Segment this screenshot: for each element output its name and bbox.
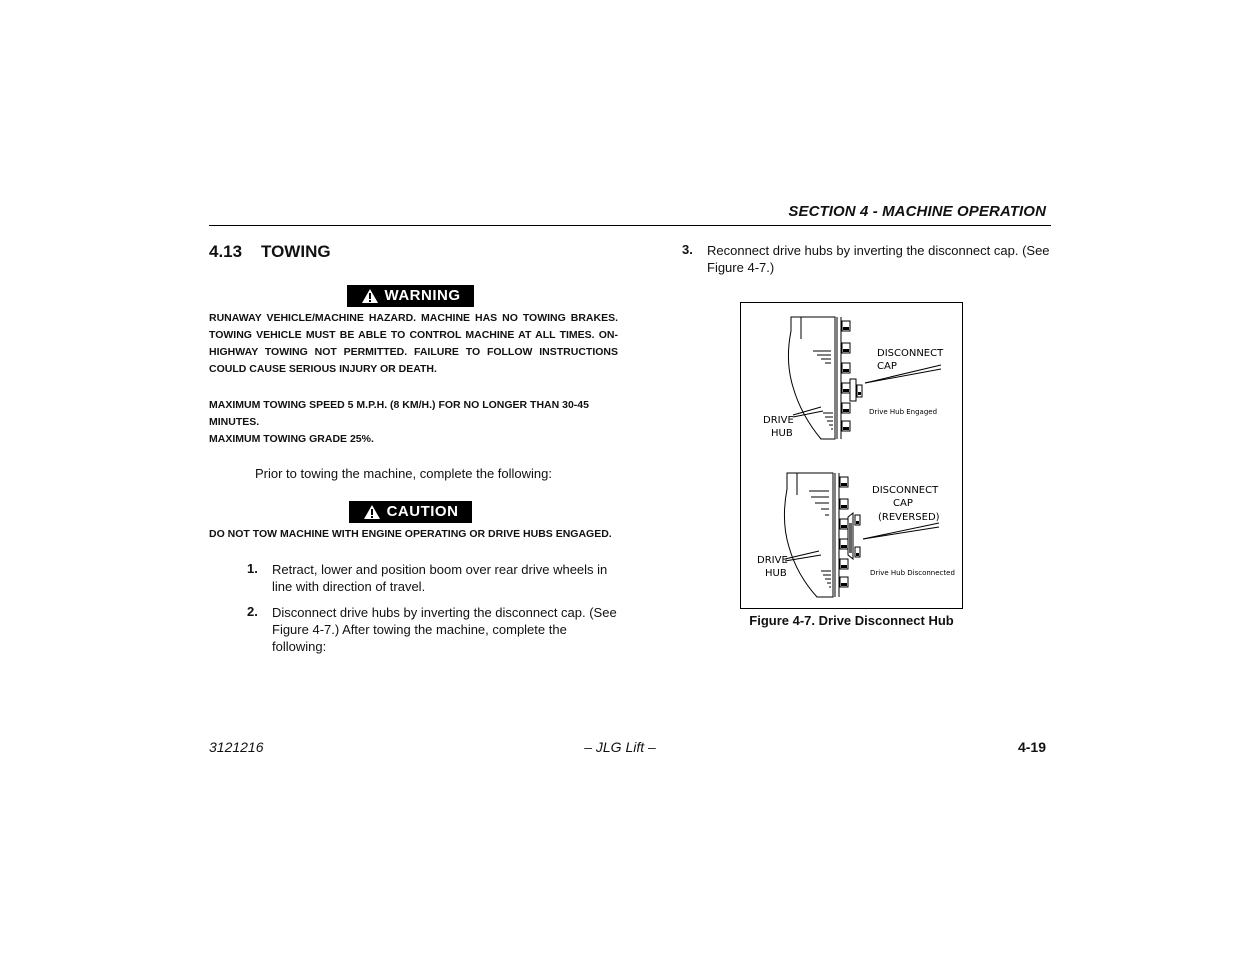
top-state-label: Drive Hub Engaged bbox=[869, 408, 938, 416]
figure-caption: Figure 4-7. Drive Disconnect Hub bbox=[749, 613, 954, 628]
bottom-cap-label-2: CAP bbox=[893, 498, 913, 509]
top-cap-label-1: DISCONNECT bbox=[877, 348, 944, 359]
footer-page-number: 4-19 bbox=[1017, 739, 1046, 755]
step-number: 1. bbox=[247, 561, 258, 576]
step-number: 2. bbox=[247, 604, 258, 619]
step-text: Disconnect drive hubs by inverting the disconnect cap. (See Figure 4-7.) After towing the machine, complete the following: bbox=[272, 605, 617, 654]
bottom-hub-label-2: HUB bbox=[765, 568, 787, 579]
intro-text: Prior to towing the machine, complete the following: bbox=[255, 466, 552, 481]
list-item bbox=[247, 604, 617, 655]
top-cap-label-2: CAP bbox=[877, 361, 897, 372]
header-rule bbox=[209, 225, 1051, 226]
bottom-hub-label-1: DRIVE bbox=[757, 555, 788, 566]
warning-triangle-icon bbox=[361, 288, 379, 304]
footer-doc-number: 3121216 bbox=[209, 739, 264, 755]
warning-speed: MAXIMUM TOWING SPEED 5 M.P.H. (8 KM/H.) FOR NO LONGER THAN 30-45 MINUTES. bbox=[209, 399, 589, 428]
step-text: Retract, lower and position boom over rear drive wheels in line with direction of travel. bbox=[272, 562, 608, 594]
bottom-state-label: Drive Hub Disconnected bbox=[870, 569, 955, 577]
warning-triangle-icon bbox=[363, 504, 381, 520]
step-number: 3. bbox=[682, 242, 693, 257]
caution-label: CAUTION bbox=[386, 503, 459, 520]
top-hub-label-2: HUB bbox=[771, 428, 793, 439]
hub-engaged-drawing bbox=[788, 317, 941, 439]
caution-text: DO NOT TOW MACHINE WITH ENGINE OPERATING OR DRIVE HUBS ENGAGED. bbox=[209, 528, 612, 540]
hub-disconnected-fill bbox=[841, 483, 859, 586]
list-item bbox=[247, 561, 617, 595]
list-item bbox=[682, 242, 1052, 276]
warning-grade: MAXIMUM TOWING GRADE 25%. bbox=[209, 433, 374, 445]
section-header: SECTION 4 - MACHINE OPERATION bbox=[788, 203, 1046, 220]
hub-illustration bbox=[741, 303, 962, 608]
heading-number: 4.13 bbox=[209, 242, 243, 261]
bottom-cap-label-3: (REVERSED) bbox=[878, 512, 940, 523]
footer-center: – JLG Lift – bbox=[584, 739, 656, 755]
bottom-cap-label-1: DISCONNECT bbox=[872, 485, 939, 496]
warning-badge bbox=[347, 285, 474, 307]
caution-badge bbox=[349, 501, 472, 523]
section-heading bbox=[209, 242, 331, 262]
step-text: Reconnect drive hubs by inverting the disconnect cap. (See Figure 4-7.) bbox=[707, 243, 1050, 275]
figure-drive-disconnect-hub bbox=[740, 302, 963, 609]
top-hub-label-1: DRIVE bbox=[763, 415, 794, 426]
warning-label: WARNING bbox=[384, 287, 461, 304]
warning-text: RUNAWAY VEHICLE/MACHINE HAZARD. MACHINE HAS NO TOWING BRAKES. TOWING VEHICLE MUST BE ABLE TO CONTROL MACHINE AT ALL TIMES. ON-HIGHWAY TOWING NOT PERMITTED. FAILURE TO FOLLOW INSTRUCTIONS COULD CAUSE SERIOUS INJURY OR DEATH. bbox=[209, 312, 618, 375]
heading-title: TOWING bbox=[261, 242, 331, 261]
